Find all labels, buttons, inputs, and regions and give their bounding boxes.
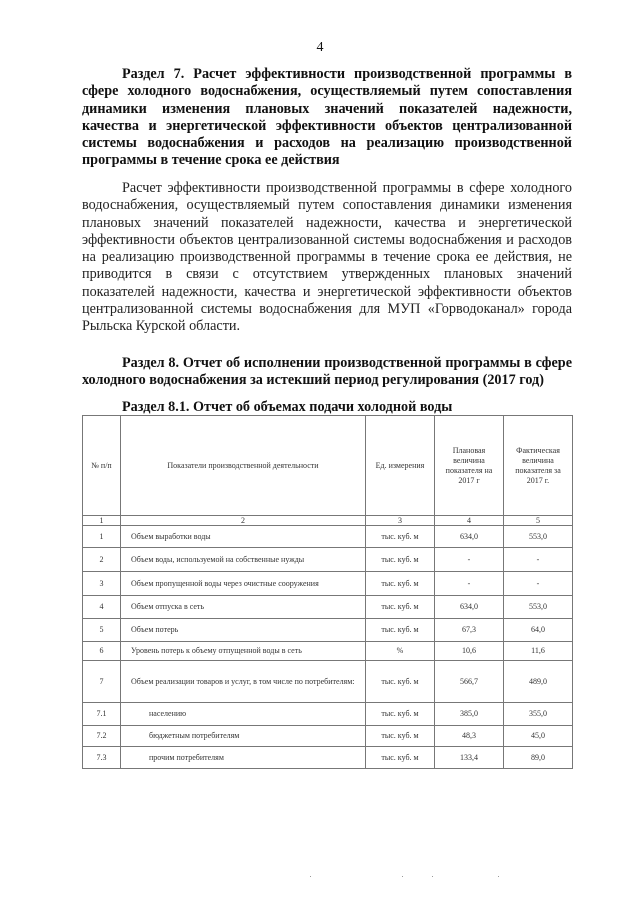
row-unit: тыс. куб. м [366,747,435,769]
row-fact: - [504,572,573,596]
row-unit: тыс. куб. м [366,548,435,572]
row-label: Объем воды, используемой на собственные нужды [121,548,366,572]
row-label: Объем отпуска в сеть [121,596,366,619]
row-fact: 64,0 [504,619,573,642]
row-fact: 355,0 [504,703,573,726]
table-row [83,703,573,726]
row-unit: тыс. куб. м [366,526,435,548]
header-fact: Фактическая величина показателя за 2017 г. [504,416,573,516]
section-7-heading: Раздел 7. Расчет эффективности производственной программы в сфере холодного водоснабжения, осуществляемый путем сопоставления динамики изменения плановых значений показателей надежности, качества и энергетической эффективности объектов централизованной системы водоснабжения и расходов на реализацию производственной программы в течение срока ее действия [82,66,572,169]
column-numbers-row [83,516,573,526]
column-number: 3 [366,516,435,526]
row-label: Объем реализации товаров и услуг, в том числе по потребителям: [121,661,366,703]
row-label: Объем выработки воды [121,526,366,548]
row-label: бюджетным потребителям [121,726,366,747]
row-fact: 489,0 [504,661,573,703]
row-plan: 67,3 [435,619,504,642]
row-number: 7.3 [83,747,121,769]
row-number: 2 [83,548,121,572]
row-plan: 48,3 [435,726,504,747]
row-unit: % [366,642,435,661]
row-label: Уровень потерь к объему отпущенной воды в сеть [121,642,366,661]
header-plan: Плановая величина показателя на 2017 г [435,416,504,516]
table-row [83,548,573,572]
row-number: 5 [83,619,121,642]
row-unit: тыс. куб. м [366,596,435,619]
column-number: 5 [504,516,573,526]
table-header-row [83,416,573,516]
section-8-1-heading: Раздел 8.1. Отчет об объемах подачи холодной воды [122,399,453,415]
header-number: № п/п [83,416,121,516]
row-fact: - [504,548,573,572]
row-label: населению [121,703,366,726]
row-plan: 634,0 [435,526,504,548]
table-row [83,747,573,769]
table-row [83,572,573,596]
row-fact: 11,6 [504,642,573,661]
table-row [83,726,573,747]
row-unit: тыс. куб. м [366,572,435,596]
table-row [83,619,573,642]
column-number: 4 [435,516,504,526]
section-7-paragraph: Расчет эффективности производственной программы в сфере холодного водоснабжения, осуществляемый путем сопоставления динамики изменения плановых значений показателей надежности, качества и энергетической эффективности объектов централизованной системы водоснабжения и расходов на реализацию производственной программы в течение срока ее действия, не приводится в связи с отсутствием утвержденных плановых значений показателей надежности, качества и энергетической эффективности объектов централизованной системы водоснабжения для МУП «Горводоканал» города Рыльска Курской области. [82,180,572,335]
header-indicator: Показатели производственной деятельности [121,416,366,516]
row-fact: 89,0 [504,747,573,769]
table-row [83,596,573,619]
row-number: 7 [83,661,121,703]
row-label: Объем потерь [121,619,366,642]
row-number: 1 [83,526,121,548]
header-unit: Ед. измерения [366,416,435,516]
column-number: 2 [121,516,366,526]
table-row [83,642,573,661]
row-number: 7.1 [83,703,121,726]
row-fact: 553,0 [504,596,573,619]
row-plan: 634,0 [435,596,504,619]
row-fact: 553,0 [504,526,573,548]
row-unit: тыс. куб. м [366,619,435,642]
row-plan: 133,4 [435,747,504,769]
row-unit: тыс. куб. м [366,726,435,747]
table-row [83,526,573,548]
row-unit: тыс. куб. м [366,703,435,726]
row-plan: - [435,548,504,572]
row-label: Объем пропущенной воды через очистные сооружения [121,572,366,596]
section-8-heading: Раздел 8. Отчет об исполнении производственной программы в сфере холодного водоснабжения за истекший период регулирования (2017 год) [82,355,572,389]
row-unit: тыс. куб. м [366,661,435,703]
row-fact: 45,0 [504,726,573,747]
row-number: 3 [83,572,121,596]
table-row [83,661,573,703]
row-plan: 566,7 [435,661,504,703]
water-supply-report-table [82,415,573,769]
row-number: 4 [83,596,121,619]
row-number: 6 [83,642,121,661]
page-number: 4 [316,40,324,55]
row-plan: - [435,572,504,596]
row-number: 7.2 [83,726,121,747]
column-number: 1 [83,516,121,526]
scan-artifacts [0,876,640,878]
row-label: прочим потребителям [121,747,366,769]
row-plan: 385,0 [435,703,504,726]
row-plan: 10,6 [435,642,504,661]
